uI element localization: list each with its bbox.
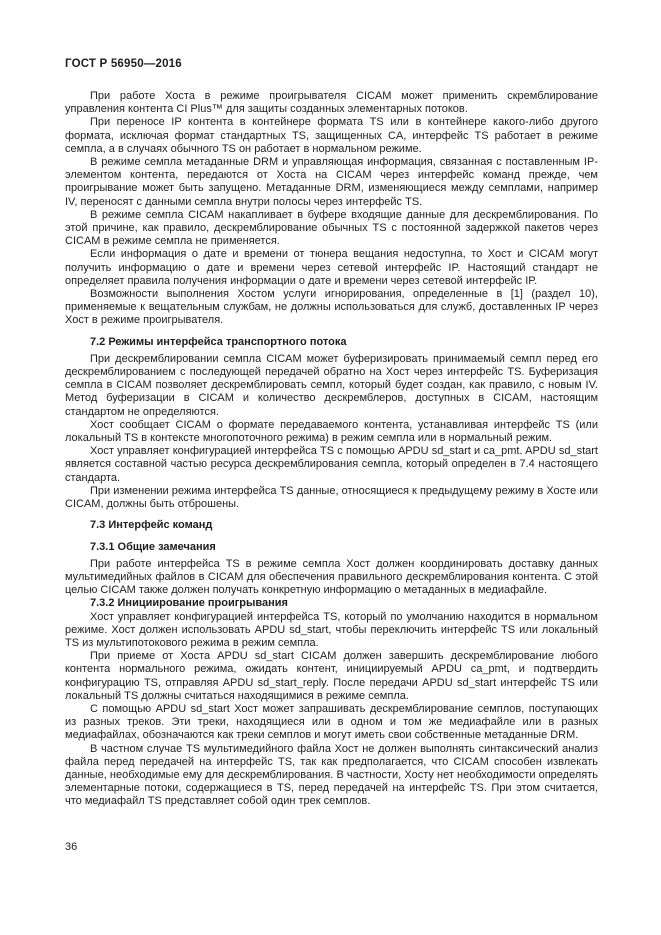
paragraph: Хост сообщает CICAM о формате передаваемого контента, устанавливая интерфейс TS (или локальный TS в контексте многопоточного режима) в режим семпла или в нормальный режим.: [65, 418, 598, 445]
paragraph: Возможности выполнения Хостом услуги игнорирования, определенные в [1] (раздел 10), применяемые к вещательным службам, не должны использоваться для служб, доставленных IP через Хост в режиме проигрывателя.: [65, 288, 598, 327]
section-heading: 7.3.2 Инициирование проигрывания: [90, 597, 288, 610]
paragraph: При переносе IP контента в контейнере формата TS или в контейнере какого-либо другого формата, исключая формат стандартных TS, защищенных CA, интерфейс TS работает в режиме семпла, а в случаях обычного TS он работает в нормальном режиме.: [65, 116, 598, 155]
paragraph: Хост управляет конфигурацией интерфейса TS, который по умолчанию находится в нормальном режиме. Хост должен использовать APDU sd_start, чтобы переключить интерфейс TS или локальный TS из мультипотокового режима в режим семпла.: [65, 610, 598, 649]
page-number: 36: [65, 841, 78, 853]
paragraph: С помощью APDU sd_start Хост может запрашивать дескремблирование семплов, поступающих из разных треков. Эти треки, находящиеся или в одном и том же медиафайле или в разных медиафайлах, обозначаются как треки семплов и могут иметь свои собственные метаданные DRM.: [65, 702, 598, 742]
paragraph: В режиме семпла CICAM накапливает в буфере входящие данные для дескремблирования. По этой причине, как правило, дескремблирование обычных TS с постоянной задержкой пакетов через CICAM в режиме семпла не применяется.: [65, 208, 598, 248]
paragraph: Если информация о дате и времени от тюнера вещания недоступна, то Хост и CICAM могут получить информацию о дате и времени через сетевой интерфейс IP. Настоящий стандарт не определяет правила получения информации о дате и времени через сетевой интерфейс IP.: [65, 248, 598, 287]
running-header: ГОСТ Р 56950—2016: [65, 58, 182, 70]
paragraph: В режиме семпла метаданные DRM и управляющая информация, связанная с поставленным IP-элементом контента, передаются от Хоста на CICAM через интерфейс команд прежде, чем проигрывание может быть запущено. Метаданные DRM, изменяющиеся между семплами, например IV, переносят с данными семпла внутри полосы через интерфейс TS.: [65, 156, 598, 208]
document-body: [65, 90, 598, 809]
paragraph: При приеме от Хоста APDU sd_start CICAM должен завершить дескремблирование любого контента нормального режима, ожидать контент, инициируемый APDU ca_pmt, и подтвердить конфигурацию TS, отправляя APDU sd_start_reply. После передачи APDU sd_start интерфейс TS или локальный TS должны считаться находящимися в режиме семпла.: [65, 650, 598, 702]
section-heading: 7.3 Интерфейс команд: [90, 519, 213, 532]
paragraph: При работе Хоста в режиме проигрывателя CICAM может применить скремблирование управления контента CI Plus™ для защиты созданных элементарных потоков.: [65, 90, 598, 116]
section-heading: 7.2 Режимы интерфейса транспортного потока: [90, 335, 347, 348]
paragraph: При дескремблировании семпла CICAM может буферизировать принимаемый семпл перед его дескремблированием с последующей передачей обратно на Хост через интерфейс TS. Буферизация семпла в CICAM позволяет дескремблировать семпл, который будет создан, как правило, с новым IV. Метод буферизации в CICAM и количество дескремблеров, доступных в CICAM, настоящим стандартом не определяются.: [65, 352, 598, 418]
section-heading: 7.3.1 Общие замечания: [90, 540, 216, 553]
paragraph: При изменении режима интерфейса TS данные, относящиеся к предыдущему режиму в Хосте или CICAM, должны быть отброшены.: [65, 484, 598, 511]
paragraph: В частном случае TS мультимедийного файла Хост не должен выполнять синтаксический анализ файла перед передачей на интерфейс TS, так как предполагается, что CICAM способен извлекать данные, необходимые ему для дескремблирования. В частности, Хосту нет необходимости определять элементарные потоки, содержащиеся в TS, перед передачей на интерфейс TS. При этом считается, что медиафайл TS представляет собой один трек семплов.: [65, 742, 598, 808]
paragraph: При работе интерфейса TS в режиме семпла Хост должен координировать доставку данных мультимедийных файлов в CICAM для обеспечения правильного дескремблирования контента. С этой целью CICAM также должен получать конкретную информацию о метаданных в медиафайле.: [65, 557, 598, 597]
paragraph: Хост управляет конфигурацией интерфейса TS с помощью APDU sd_start и ca_pmt. APDU sd_start является составной частью ресурса дескремблирования семпла, который определен в 7.4 настоящего стандарта.: [65, 445, 598, 484]
